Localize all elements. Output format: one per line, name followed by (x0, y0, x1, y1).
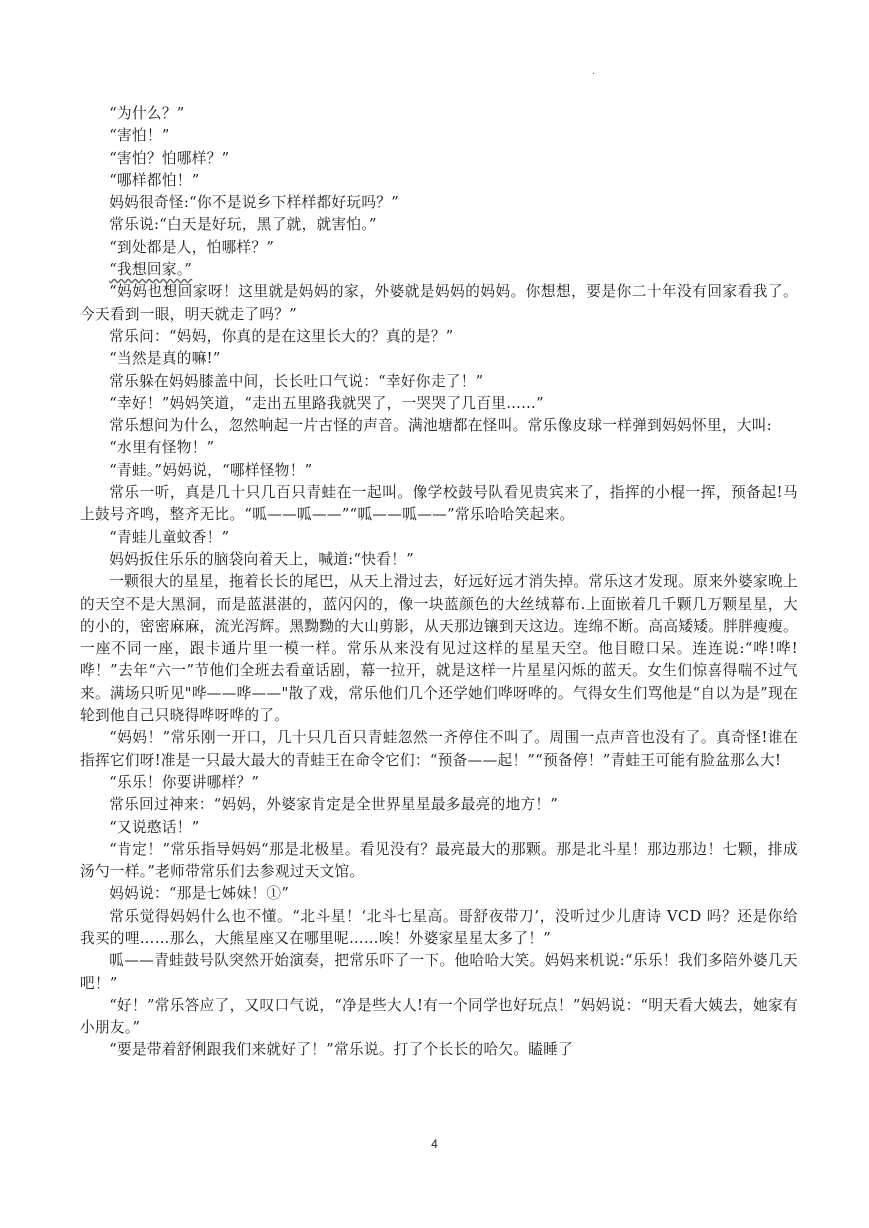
paragraph: 常乐想问为什么，忽然响起一片古怪的声音。满池塘都在怪叫。常乐像皮球一样弹到妈妈怀里，大叫: (109, 417, 772, 435)
paragraph: “水里有怪物！” (109, 439, 215, 457)
header-dot: . (592, 66, 596, 77)
paragraph: “害怕！” (109, 127, 170, 145)
paragraph: “要是带着舒俐跟我们来就好了！”常乐说。打了个长长的哈欠。瞌睡了 (109, 1041, 574, 1059)
paragraph: “幸好！”妈妈笑道，“走出五里路我就哭了，一哭哭了几百里……” (109, 394, 544, 412)
paragraph: “又说憨话！” (109, 818, 200, 836)
paragraph: 妈妈说：“那是七姊妹！①” (109, 885, 290, 903)
paragraph: “肯定！”常乐指导妈妈“那是北极星。看见没有？最亮最大的那颗。那是北斗星！那边那边！七颗，排成汤勺一样。”老师带常乐们去参观过天文馆。 (80, 840, 798, 881)
paragraph: 妈妈扳住乐乐的脑袋向着天上，喊道:“快看！” (109, 550, 415, 568)
paragraph: “青蛙儿童蚊香！” (109, 528, 230, 546)
story-text (80, 103, 798, 1062)
paragraph: “乐乐！你要讲哪样？” (109, 773, 260, 791)
wavy-underlined-text: “我想回家。” (109, 261, 193, 279)
page-number: 4 (431, 1137, 438, 1151)
paragraph: 常乐一听，真是几十只几百只青蛙在一起叫。像学校鼓号队看见贵宾来了，指挥的小棍一挥，预备起!马上鼓号齐鸣，整齐无比。“呱——呱——”“呱——呱——”常乐哈哈笑起来。 (80, 484, 798, 524)
paragraph: “害怕？怕哪样？” (109, 149, 230, 167)
paragraph: “妈妈也想回家呀！这里就是妈妈的家，外婆就是妈妈的妈妈。你想想，要是你二十年没有回家看我了。今天看到一眼，明天就走了吗？” (80, 283, 798, 323)
paragraph: “到处都是人，怕哪样？” (109, 238, 275, 256)
paragraph: 常乐觉得妈妈什么也不懂。“北斗星！‘北斗七星高。哥舒夜带刀’，没听过少儿唐诗 VCD 吗？还是你给我买的哩……那么，大熊星座又在哪里呢……唉！外婆家星星太多了！” (80, 907, 798, 947)
paragraph: 一颗很大的星星，拖着长长的尾巴，从天上滑过去，好远好远才消失掉。常乐这才发现。原来外婆家晚上的天空不是大黑洞，而是蓝湛湛的，蓝闪闪的，像一块蓝颜色的大丝绒幕布.上面嵌着几千颗几万颗星星，大的小的，密密麻麻，流光泻辉。黑黝黝的大山剪影，从天那边镶到天这边。连绵不断。高高矮矮。胖胖瘦瘦。一座不同一座，跟卡通片里一模一样。常乐从来没有见过这样的星星天空。他目瞪口呆。连连说:“哗!哗!哗！”去年“六一”节他们全班去看童话剧，幕一拉开，就是这样一片星星闪烁的蓝天。女生们惊喜得喘不过气来。满场只听见"哗——哗——"散了戏，常乐他们几个还学她们哗呀哗的。气得女生们骂他是“自以为是”现在轮到他自己只晓得哗呀哗的了。 (80, 573, 798, 725)
paragraph: 妈妈很奇怪:“你不是说乡下样样都好玩吗？” (109, 194, 400, 212)
paragraph: 呱——青蛙鼓号队突然开始演奏，把常乐吓了一下。他哈哈大笑。妈妈来机说:“乐乐！我们多陪外婆几天吧！” (80, 952, 798, 992)
paragraph: “当然是真的嘛!” (109, 350, 221, 368)
paragraph: “为什么？” (109, 105, 185, 122)
paragraph: 常乐说:“白天是好玩，黑了就，就害怕。” (109, 216, 377, 234)
paragraph: 常乐躲在妈妈膝盖中间，长长吐口气说：“幸好你走了！” (109, 372, 484, 390)
paragraph: “妈妈！”常乐刚一开口，几十只几百只青蛙忽然一齐停住不叫了。周围一点声音也没有了。真奇怪!谁在指挥它们呀!准是一只最大最大的青蛙王在命令它们：“预备——起！”“预备停！”青蛙王可能有脸盆那么大! (80, 729, 798, 769)
paragraph-underlined (80, 259, 798, 281)
paragraph: “好！”常乐答应了，又叹口气说，“净是些大人!有一个同学也好玩点！”妈妈说：“明天看大姨去，她家有小朋友。” (80, 996, 798, 1037)
paragraph: 常乐回过神来：“妈妈，外婆家肯定是全世界星星最多最亮的地方！” (109, 796, 559, 814)
paragraph: “青蛙。”妈妈说，“哪样怪物！” (109, 461, 313, 479)
paragraph: “哪样都怕！” (109, 171, 200, 189)
paragraph: 常乐问：“妈妈，你真的是在这里长大的？真的是？” (109, 327, 454, 345)
